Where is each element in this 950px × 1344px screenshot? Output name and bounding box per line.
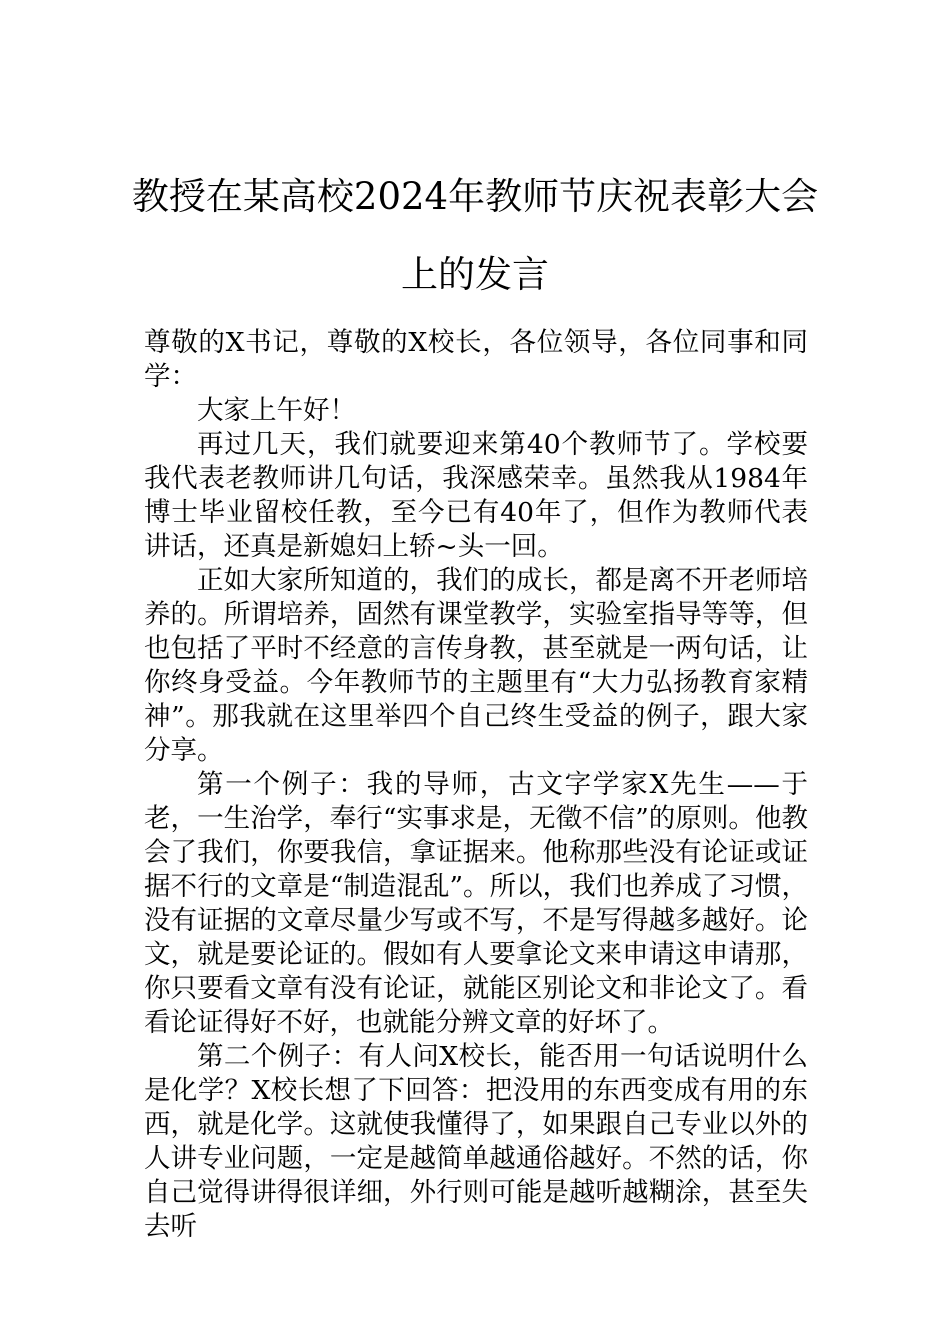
- body-paragraph: 再过几天，我们就要迎来第40个教师节了。学校要我代表老教师讲几句话，我深感荣幸。虽然我从1984年博士毕业留校任教，至今已有40年了，但作为教师代表讲话，还真是新媳妇上轿~头一回。: [144, 429, 808, 562]
- body-paragraph: 正如大家所知道的，我们的成长，都是离不开老师培养的。所谓培养，固然有课堂教学，实验室指导等等，但也包括了平时不经意的言传身教，甚至就是一两句话，让你终身受益。今年教师节的主题里有“大力弘扬教育家精神”。那我就在这里举四个自己终生受益的例子，跟大家分享。: [144, 565, 808, 766]
- document-body: [144, 326, 808, 1244]
- document-title: [100, 158, 850, 314]
- title-line-1: 教授在某高校2024年教师节庆祝表彰大会: [131, 175, 819, 218]
- body-paragraph: 第一个例子：我的导师，古文字学家X先生——于老，一生治学，奉行“实事求是，无徵不信”的原则。他教会了我们，你要我信，拿证据来。他称那些没有论证或证据不行的文章是“制造混乱”。所以，我们也养成了习惯，没有证据的文章尽量少写或不写，不是写得越多越好。论文，就是要论证的。假如有人要拿论文来申请这申请那，你只要看文章有没有论证，就能区别论文和非论文了。看看论证得好不好，也就能分辨文章的好坏了。: [144, 769, 808, 1038]
- greeting-paragraph: 大家上午好！: [197, 395, 356, 426]
- salutation-paragraph: 尊敬的X书记，尊敬的X校长，各位领导，各位同事和同学：: [144, 327, 808, 392]
- title-line-2: 上的发言: [401, 253, 549, 296]
- body-paragraph: 第二个例子：有人问X校长，能否用一句话说明什么是化学？X校长想了下回答：把没用的东西变成有用的东西，就是化学。这就使我懂得了，如果跟自己专业以外的人讲专业问题，一定是越简单越通俗越好。不然的话，你自己觉得讲得很详细，外行则可能是越听越糊涂，甚至失去听: [144, 1041, 808, 1242]
